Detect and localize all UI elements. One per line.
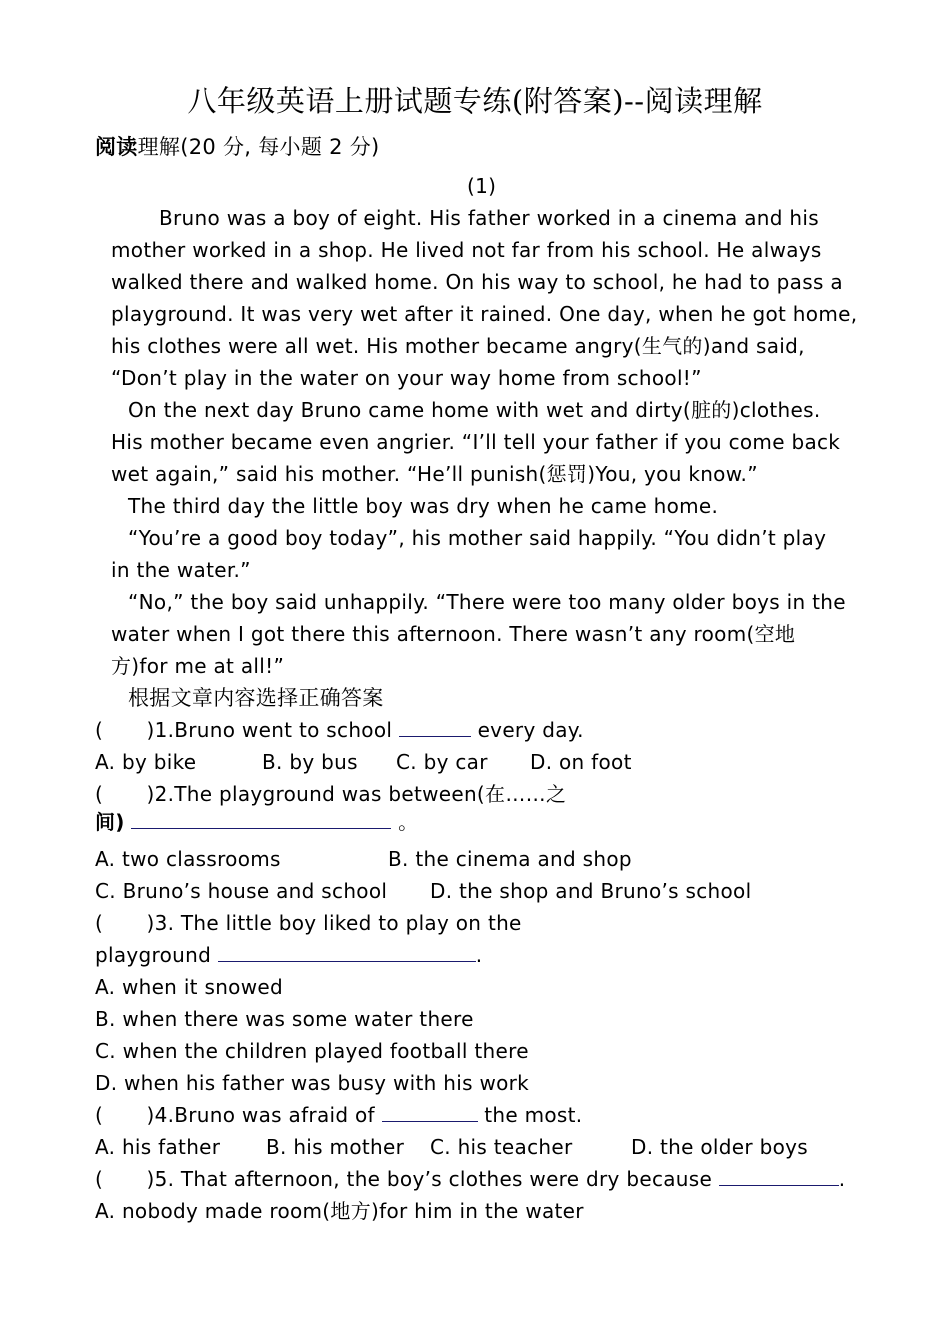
answer-paren-open: (: [95, 1103, 104, 1127]
question-4: [95, 1101, 582, 1129]
passage-line: playground. It was very wet after it rained. One day, when he got home,: [111, 302, 858, 326]
option-a: A. nobody made room(地方)for him in the water: [95, 1199, 584, 1223]
option-a: A. two classrooms: [95, 847, 281, 871]
question-stem: 4.Bruno was afraid of: [154, 1103, 375, 1127]
question-5: [95, 1165, 845, 1193]
passage-line: mother worked in a shop. He lived not far from his school. He always: [111, 238, 822, 262]
question-3-cont: [95, 941, 482, 969]
answer-paren-open: (: [95, 1167, 104, 1191]
answer-blank[interactable]: [131, 808, 391, 829]
answer-blank[interactable]: [719, 1165, 839, 1186]
answer-paren-close: ): [146, 1103, 155, 1127]
option-b: B. the cinema and shop: [388, 847, 632, 871]
question-stem-cont: playground: [95, 943, 212, 967]
option-d: D. on foot: [530, 750, 632, 774]
option-b: B. his mother: [266, 1135, 405, 1159]
passage-line: Bruno was a boy of eight. His father worked in a cinema and his: [159, 206, 819, 230]
question-3: [95, 909, 522, 937]
passage-line: “Don’t play in the water on your way home from school!”: [111, 366, 702, 390]
option-b: B. by bus: [262, 750, 358, 774]
answer-blank[interactable]: [399, 716, 471, 737]
section-heading: [95, 133, 380, 161]
answer-paren-open: (: [95, 718, 104, 742]
question-stem-end: 。: [398, 810, 419, 834]
passage-line: walked there and walked home. On his way to school, he had to pass a: [111, 270, 843, 294]
option-c: C. Bruno’s house and school: [95, 879, 388, 903]
document-title: 八年级英语上册试题专练(附答案)--阅读理解: [187, 84, 763, 118]
passage-line: 方)for me at all!”: [111, 654, 285, 678]
passage-line: in the water.”: [111, 558, 251, 582]
answer-paren-close: ): [146, 782, 155, 806]
option-a: A. when it snowed: [95, 975, 283, 999]
question-2-cont: [95, 808, 418, 836]
option-d: D. the shop and Bruno’s school: [430, 879, 752, 903]
answer-blank[interactable]: [218, 941, 476, 962]
section-heading-bold: 阅读: [95, 135, 138, 159]
question-stem-end: .: [475, 943, 483, 967]
passage-line: The third day the little boy was dry when he came home.: [128, 494, 719, 518]
option-a: A. his father: [95, 1135, 221, 1159]
question-2: [95, 780, 566, 808]
option-d: D. when his father was busy with his work: [95, 1071, 530, 1095]
answer-blank[interactable]: [382, 1101, 478, 1122]
option-a: A. by bike: [95, 750, 197, 774]
passage-line: “No,” the boy said unhappily. “There were too many older boys in the: [128, 590, 846, 614]
answer-paren-open: (: [95, 911, 104, 935]
answer-paren-close: ): [146, 718, 155, 742]
option-d: D. the older boys: [631, 1135, 808, 1159]
option-c: C. his teacher: [430, 1135, 573, 1159]
question-stem: 1.Bruno went to school: [154, 718, 393, 742]
option-c: C. by car: [396, 750, 488, 774]
passage-number: (1): [467, 174, 497, 198]
answer-paren-close: ): [146, 911, 155, 935]
section-heading-rest: 理解(20 分, 每小题 2 分): [137, 135, 380, 159]
instruction: 根据文章内容选择正确答案: [128, 686, 384, 710]
question-stem: 5. That afternoon, the boy’s clothes were dry because: [154, 1167, 713, 1191]
passage-line: his clothes were all wet. His mother became angry(生气的)and said,: [111, 334, 805, 358]
question-1: [95, 716, 584, 744]
question-stem: 3. The little boy liked to play on the: [154, 911, 522, 935]
question-stem: 2.The playground was between(在……之: [154, 782, 567, 806]
question-stem-end: every day.: [477, 718, 584, 742]
question-stem-end: the most.: [484, 1103, 583, 1127]
answer-paren-close: ): [146, 1167, 155, 1191]
passage-line: His mother became even angrier. “I’ll tell your father if you come back: [111, 430, 841, 454]
question-stem-cont: 间): [95, 810, 125, 834]
passage-line: water when I got there this afternoon. There wasn’t any room(空地: [111, 622, 796, 646]
passage-line: On the next day Bruno came home with wet and dirty(脏的)clothes.: [128, 398, 821, 422]
passage-line: wet again,” said his mother. “He’ll punish(惩罚)You, you know.”: [111, 462, 758, 486]
passage-line: “You’re a good boy today”, his mother said happily. “You didn’t play: [128, 526, 827, 550]
option-b: B. when there was some water there: [95, 1007, 474, 1031]
question-stem-end: .: [838, 1167, 846, 1191]
answer-paren-open: (: [95, 782, 104, 806]
option-c: C. when the children played football there: [95, 1039, 529, 1063]
